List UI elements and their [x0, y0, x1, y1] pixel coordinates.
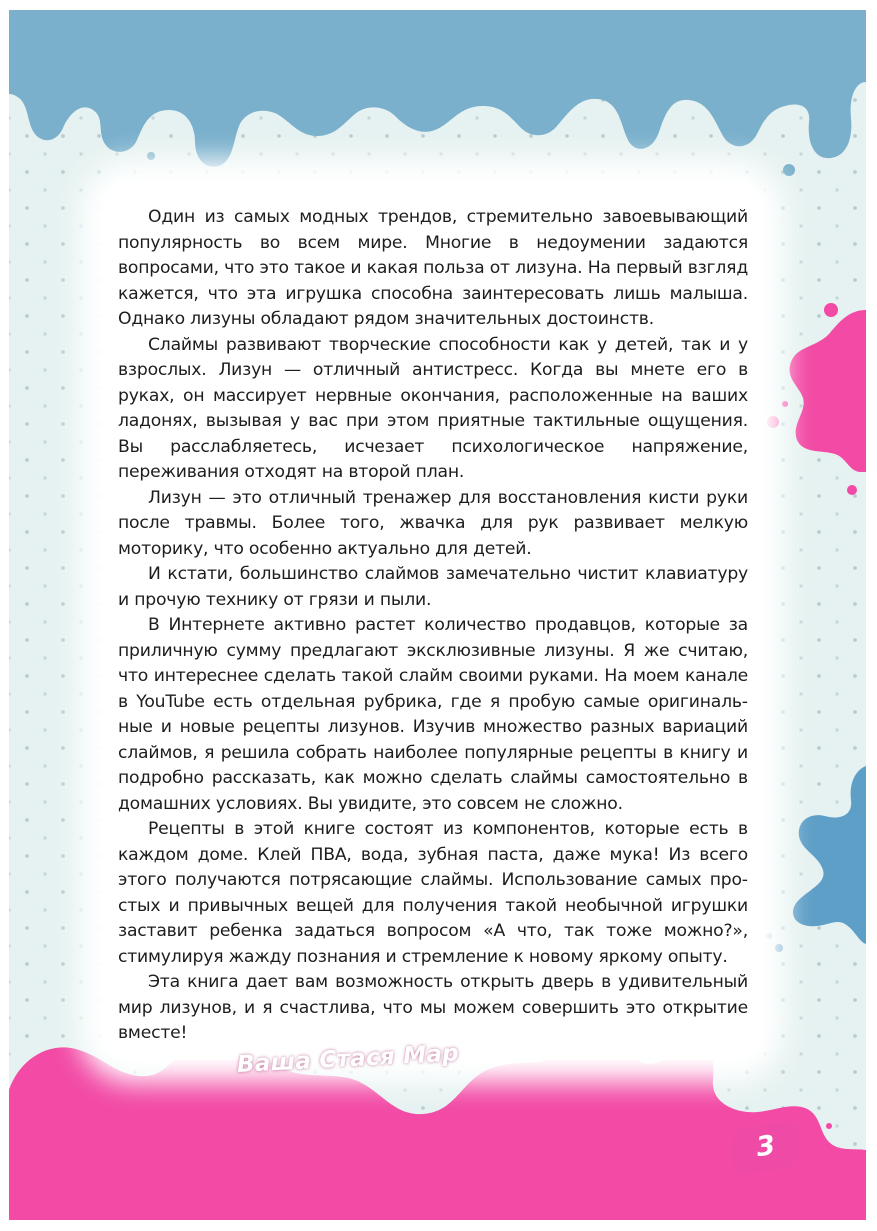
top-drip-droplet: [783, 164, 795, 176]
blue-splash: [793, 766, 866, 944]
pink-droplet: [824, 303, 838, 317]
paragraph: И кстати, большинство слаймов замечательно чистит клавиатуру и прочую технику от грязи и пыли.: [118, 564, 748, 610]
blue-droplet: [775, 944, 783, 952]
body-text: [118, 205, 748, 1047]
paragraph: Один из самых модных трендов, стремительно завоевывающий популярность во всем мире. Многие в недоумении задаются вопросами, что это такое и какая польза от лизуна. На первый взгляд кажется, что эта игрушка способна заинтересовать лишь малыша. Однако лизуны обладают рядом значительных достоинств.: [118, 207, 748, 329]
paragraph: Лизун — это отличный тренажер для восстановления кисти руки после травмы. Более того, жвачка для рук развивает мелкую моторику, что особенно актуально для детей.: [118, 487, 748, 559]
book-page: [9, 10, 866, 1220]
paragraph: В Интернете активно растет количество продавцов, которые за приличную сумму предлагают эксклюзивные лизуны. Я же считаю, что интереснее сделать такой слайм своими руками. На моем канале в YouTube есть отдельная рубрика, где я пробую самые оригинальные и новые рецепты лизунов. Изучив множество разных вариаций слаймов, я решила собрать наиболее популярные рецепты в книгу и подробно рассказать, как можно сделать слаймы самостоятельно в домашних условиях. Вы увидите, это совсем не сложно.: [118, 615, 748, 814]
paragraph: Слаймы развивают творческие способности как у детей, так и у взрослых. Лизун — отличный антистресс. Когда вы мнете его в руках, он массирует нервные окончания, расположенные на ваших ладонях, вызывая у вас при этом приятные тактильные ощущения. Вы расслабляетесь, исчезает психологическое напряжение, переживания отходят на второй план.: [118, 334, 748, 482]
top-blue-drip: [9, 10, 866, 167]
paragraph: Рецепты в этой книге состоят из компонентов, которые есть в каждом доме. Клей ПВА, вода, зубная паста, даже мука! Из всего этого получаются потрясающие слаймы. Использование самых простых и привычных вещей для получения такой необычной игрушки заставит ребенка задаться вопросом «А что, так тоже можно?», стимулируя жажду познания и стремление к новому яркому опыту.: [118, 819, 748, 967]
pink-droplet: [826, 1123, 832, 1129]
top-drip-droplet: [147, 152, 155, 160]
author-signature: Ваша Стася Мар: [236, 1040, 460, 1078]
paragraph: Эта книга дает вам возможность открыть дверь в удивительный мир лизунов, и я счастлива, что мы можем совершить это открытие вместе!: [118, 972, 748, 1043]
page-number: 3: [754, 1129, 778, 1164]
pink-splash: [790, 310, 866, 472]
pink-droplet: [782, 401, 788, 407]
blue-droplet: [766, 933, 772, 939]
pink-droplet: [767, 416, 779, 428]
pink-droplet: [847, 485, 857, 495]
